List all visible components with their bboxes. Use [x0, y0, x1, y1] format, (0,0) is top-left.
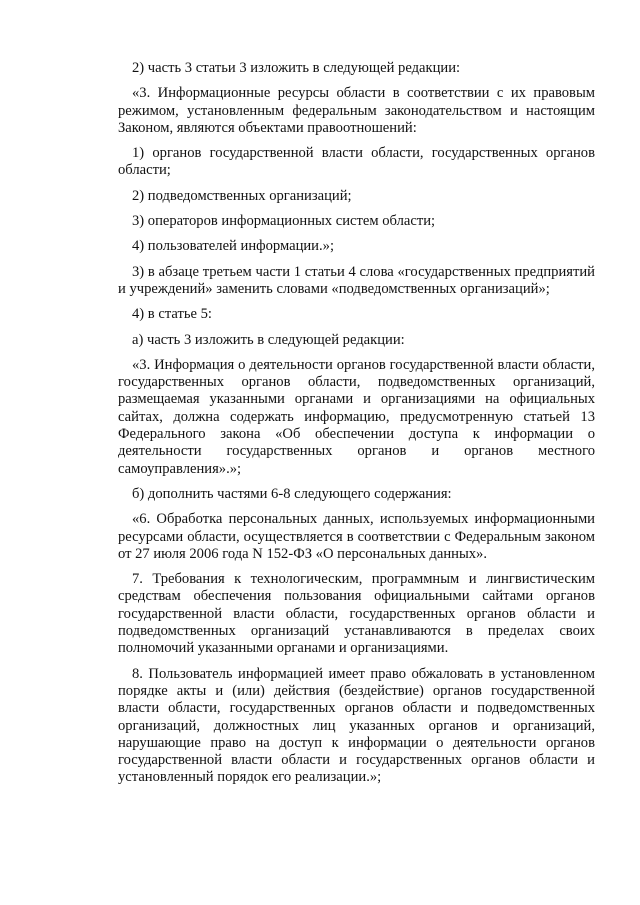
list-item-3: 3) операторов информационных систем области; — [132, 213, 436, 230]
paragraph-item-4-article-5: 4) в статье 5: — [132, 306, 212, 323]
paragraph-item-2-amend-article-3: 2) часть 3 статьи 3 изложить в следующей редакции: — [132, 60, 461, 76]
paragraph-subitem-b: б) дополнить частями 6-8 следующего содержания: — [132, 485, 452, 502]
document-body — [118, 60, 595, 795]
list-item-2: 2) подведомственных организаций; — [132, 187, 352, 204]
paragraph-article-5-part-3: «3. Информация о деятельности органов государственной власти области, государственных органов области, подведомственных организаций, размещаемая указанными органами и организациями на официальных сайтах, должна содержать информацию, предусмотренную статьей 13 Федерального закона «Об обеспечении доступа к информации о деятельности государственных органов и органов местного самоуправления».»; — [118, 356, 595, 477]
paragraph-part-6: «6. Обработка персональных данных, используемых информационными ресурсами области, осуществляется в соответствии с Федеральным законом от 27 июля 2006 года N 152-ФЗ «О персональных данных». — [118, 511, 595, 562]
paragraph-part-8: 8. Пользователь информацией имеет право обжаловать в установленном порядке акты и (или) действия (бездействие) органов государственной власти области, государственных органов области и подведомственных организаций, должностных лиц указанных органов и организаций, нарушающие право на доступ к информации о деятельности органов государственной власти области и государственных органов области и установленный порядок его реализации.»; — [118, 665, 595, 786]
paragraph-part-7: 7. Требования к технологическим, программным и лингвистическим средствам обеспечения пользования официальными сайтами органов государственной власти области, государственных органов области и подведомственных организаций устанавливаются в пределах своих полномочий указанными органами и организациями. — [118, 571, 595, 657]
paragraph-item-3-article-4: 3) в абзаце третьем части 1 статьи 4 слова «государственных предприятий и учреждений» заменить словами «подведомственных организаций»; — [118, 263, 595, 297]
paragraph-subitem-a: а) часть 3 изложить в следующей редакции: — [132, 331, 405, 348]
list-item-1: 1) органов государственной власти области, государственных органов области; — [118, 145, 595, 179]
list-item-4: 4) пользователей информации.»; — [132, 238, 334, 255]
paragraph-article-3-part-3: «3. Информационные ресурсы области в соответствии с их правовым режимом, установленным федеральным законодательством и настоящим Законом, являются объектами правоотношений: — [118, 85, 595, 136]
